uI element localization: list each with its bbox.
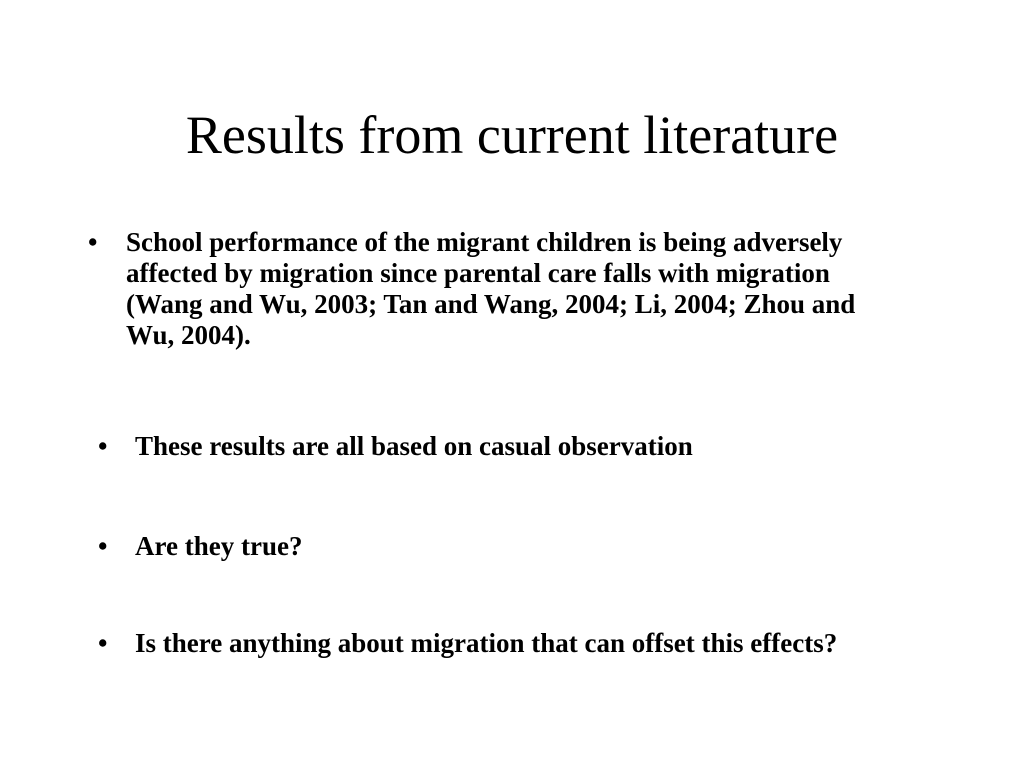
bullet-item-casual-observation [98, 425, 918, 467]
bullet-text: School performance of the migrant children is being adversely affected by migration since parental care falls with migration (Wang and Wu, 2003; Tan and Wang, 2004; Li, 2004; Zhou and Wu, 2004). [126, 227, 856, 350]
bullet-dot: • [88, 227, 98, 257]
bullet-text: Is there anything about migration that can offset this effects? [135, 628, 838, 658]
bullet-text: Are they true? [135, 531, 303, 561]
bullet-item-school-performance [88, 227, 908, 351]
bullet-item-offset-effects [98, 622, 918, 664]
bullet-item-are-they-true [98, 525, 918, 567]
bullet-dot: • [98, 531, 108, 561]
slide-title: Results from current literature [185, 105, 839, 165]
bullet-dot: • [98, 628, 108, 658]
bullet-dot: • [98, 431, 108, 461]
bullet-text: These results are all based on casual observation [135, 431, 693, 461]
